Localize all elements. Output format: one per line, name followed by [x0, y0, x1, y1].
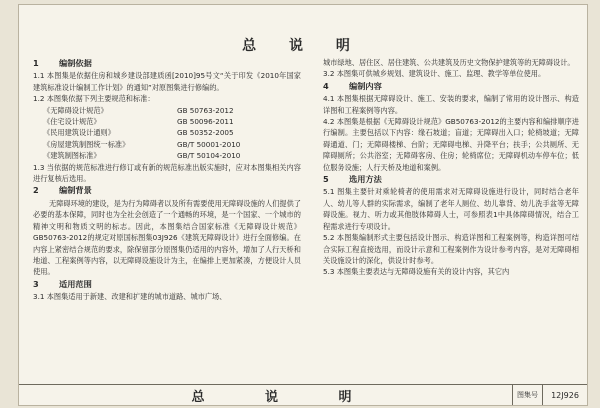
section-3-title: 3 适用范围 — [33, 278, 92, 289]
standards-list — [33, 105, 301, 162]
paragraph-1-1: 1.1 本图集是依据住房和城乡建设部建质函[2010]95号文“关于印发《2010年国家建筑标准设计编制工作计划》的通知”对原图集进行修编的。 — [33, 71, 301, 92]
paragraph-4-2: 4.2 本图集是根据《无障碍设计规范》GB50763-2012的主要内容和编排顺序进行编制。主要包括以下内容：缘石坡道；盲道；无障碍出入口；轮椅坡道；无障碍通道、门；无障碍楼梯、台阶；无障碍电梯、升降平台；扶手；公共厕所、无障碍厕所；公共浴室；无障碍客房、住房；轮椅席位；无障碍机动车停车位；低位服务设施；人行天桥及地道和案例。 — [323, 117, 579, 172]
paragraph-4-1: 4.1 本图集根据无障碍设计、施工、安装的要求，编制了常用的设计图示、构造详图和工程案例等内容。 — [323, 94, 579, 115]
section-2-title: 2 编制背景 — [33, 185, 92, 196]
paragraph-5-2: 5.2 本图集编制形式主要包括设计图示、构造详图和工程案例等，构造详图可结合实际工程直接选用，而设计示意和工程案例作为设计参考内容，是对无障碍相关设施设计的深化，供设计时参考。 — [323, 233, 579, 265]
paragraph-1-3: 1.3 当依据的规范标准进行修订或有新的规范标准出版实施时，应对本图集相关内容进行复核后选用。 — [33, 162, 301, 184]
standard-item: 《民用建筑设计通则》 GB 50352-2005 — [43, 128, 234, 138]
standard-item: 《建筑制图标准》 GB/T 50104-2010 — [43, 151, 241, 161]
section-5-title: 5 选用方法 — [323, 174, 382, 185]
paragraph-1-2: 1.2 本图集依据下列主要规范和标准： — [33, 94, 155, 104]
atlas-number: 12J926 — [551, 390, 579, 400]
paragraph-3-1: 3.1 本图集适用于新建、改建和扩建的城市道路、城市广场、 — [33, 292, 227, 302]
standard-item: 《住宅设计规范》 GB 50096-2011 — [43, 117, 234, 127]
standard-item: 《无障碍设计规范》 GB 50763-2012 — [43, 105, 234, 115]
atlas-number-label: 图集号 — [512, 385, 543, 405]
title-block — [19, 384, 587, 405]
standard-item: 《房屋建筑制图统一标准》 GB/T 50001-2010 — [43, 139, 241, 149]
left-column — [33, 57, 301, 303]
document-page — [18, 4, 588, 406]
paragraph-3-2: 3.2 本图集可供城乡规划、建筑设计、施工、监理、教学等单位使用。 — [323, 69, 546, 79]
right-column — [323, 57, 579, 278]
paragraph-5-3: 5.3 本图集主要表达与无障碍设施有关的设计内容，其它内 — [323, 267, 510, 277]
paragraph-2: 无障碍环境的建设，是为行为障碍者以及所有需要使用无障碍设施的人们提供了必要的基本保障，同时也为全社会创造了一个通畅的环境，是一个国家、一个城市的精神文明和物质文明的标志。因此，本图集结合国家标准《无障碍设计规范》GB50763-2012的规定对原国标图集03J926《建筑无障碍设计》进行全面修编。在内容上紧密结合规范的要求，除保留部分原图集仍适用的内容外，增加了人行天桥和地道、工程案例等内容，以无障碍设施设计为主，在编排上更加紧凑，方便设计人员使用。 — [33, 198, 301, 277]
page-title: 总 说 明 — [242, 38, 364, 54]
paragraph-3-1-continued: 城市绿地、居住区、居住建筑、公共建筑及历史文物保护建筑等的无障碍设计。 — [323, 58, 575, 67]
footer-title: 总 说 明 — [191, 389, 380, 405]
paragraph-5-1: 5.1 图集主要针对乘轮椅者的使用需求对无障碍设施进行设计，同时结合老年人、幼儿等人群的实际需求，编制了老年人厕位、幼儿靠背、幼儿洗手盆等无障碍设施。视力、听力或其他肢体障碍人士，可参照表1中具体障碍情况，结合工程需求进行专项设计。 — [323, 187, 579, 231]
section-1-title: 1 编制依据 — [33, 58, 92, 68]
section-4-title: 4 编制内容 — [323, 80, 382, 91]
